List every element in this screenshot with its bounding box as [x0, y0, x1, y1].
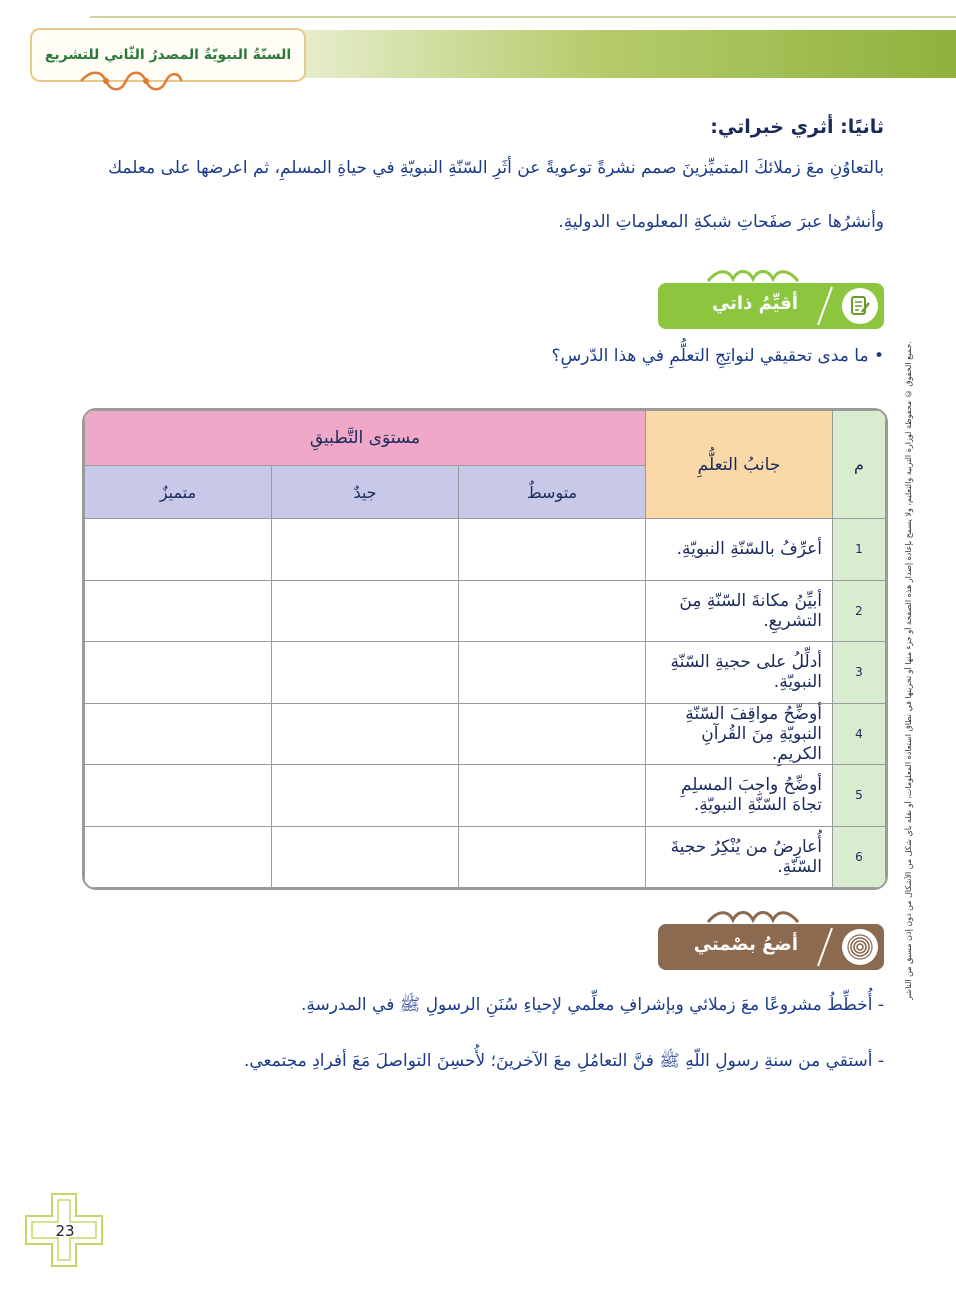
cell-average[interactable]	[459, 519, 646, 581]
unit-title: السنّةُ النبويّةُ المصدرُ الثّاني للتشريع	[44, 47, 292, 63]
cell-average[interactable]	[459, 826, 646, 888]
cell-excellent[interactable]	[85, 642, 272, 704]
cell-excellent[interactable]	[85, 765, 272, 827]
row-number: 4	[833, 703, 886, 765]
activity-text-line2: وأنشرُها عبرَ صفَحاتِ شبكةِ المعلوماتِ الدوليةِ.	[558, 212, 884, 232]
section-title: ثانيًا: أثري خبراتي:	[710, 116, 884, 138]
activity-text-line1: بالتعاوُنِ معَ زملائكَ المتميِّزينَ صمم نشرةً توعويةً عن أثَرِ السّنّةِ النبويّةِ في حياةِ المسلمِ، ثم اعرضها على معلمك	[108, 158, 884, 178]
col-number-header: م	[833, 411, 886, 519]
divider-slash-icon	[810, 924, 840, 970]
level-average-header: متوسطٌ	[459, 466, 646, 519]
row-number: 3	[833, 642, 886, 704]
copyright-note: جميع الحقوق © محفوظة لوزارة التربية والتعليم، ولا يسمح بإعادة إصدار هذه الصفحة أو جزء منها أو تخزينها في نطاق استعادة المعلومات، أو نقله بأي شكل من الأشكال من دون إذن مسبق من الناشر.	[904, 341, 913, 1000]
col-aspect-header: جانبُ التعلُّمِ	[646, 411, 833, 519]
cell-average[interactable]	[459, 765, 646, 827]
cell-good[interactable]	[272, 519, 459, 581]
checklist-icon	[842, 288, 878, 324]
row-aspect: أعرِّفُ بالسّنّةِ النبويّةِ.	[646, 519, 833, 581]
fingerprint-label: أضعُ بصْمتي	[693, 934, 798, 955]
col-level-header: مستوَى التَّطبيقِ	[85, 411, 646, 466]
assessment-table	[82, 408, 888, 890]
row-number: 5	[833, 765, 886, 827]
header-band	[290, 30, 956, 78]
assessment-question: • ما مدى تحقيقي لنواتِجِ التعلُّمِ في هذا الدّرسِ؟	[551, 346, 884, 366]
row-aspect: أدلِّلُ على حجيةِ السّنّةِ النبويّةِ.	[646, 642, 833, 704]
row-number: 6	[833, 826, 886, 888]
cell-average[interactable]	[459, 642, 646, 704]
ornament-icon	[698, 267, 808, 285]
header-rule	[90, 16, 956, 18]
row-number: 1	[833, 519, 886, 581]
row-number: 2	[833, 580, 886, 642]
page-number: 23	[55, 1222, 75, 1240]
ornament-icon	[76, 70, 186, 92]
cell-good[interactable]	[272, 826, 459, 888]
cell-average[interactable]	[459, 580, 646, 642]
table-row	[85, 765, 886, 827]
self-assessment-label: أقيِّمُ ذاتي	[711, 293, 798, 314]
fingerprint-icon	[842, 929, 878, 965]
cell-excellent[interactable]	[85, 703, 272, 765]
table-row	[85, 826, 886, 888]
fingerprint-item-1: - أُخطِّطُ مشروعًا معَ زملائي وبإشرافِ معلِّمي لإحياءِ سُنَنِ الرسولِ ﷺ في المدرسةِ.	[301, 995, 884, 1015]
cell-excellent[interactable]	[85, 519, 272, 581]
table-row	[85, 642, 886, 704]
cell-good[interactable]	[272, 642, 459, 704]
table-row	[85, 703, 886, 765]
cell-excellent[interactable]	[85, 826, 272, 888]
row-aspect: أوضِّحُ واجِبَ المسلِمِ تجاهَ السّنّةِ النبويّةِ.	[646, 765, 833, 827]
cell-average[interactable]	[459, 703, 646, 765]
cell-good[interactable]	[272, 703, 459, 765]
row-aspect: أُعارِضُ من يُنْكِرُ حجيةَ السّنّةِ.	[646, 826, 833, 888]
table-row	[85, 580, 886, 642]
table-row	[85, 519, 886, 581]
ornament-icon	[698, 908, 808, 926]
row-aspect: أوضِّحُ مواقِفَ السّنّةِ النبويّةِ مِنَ القُرآنِ الكريمِ.	[646, 703, 833, 765]
divider-slash-icon	[810, 283, 840, 329]
cell-excellent[interactable]	[85, 580, 272, 642]
level-good-header: جيدٌ	[272, 466, 459, 519]
fingerprint-badge	[658, 924, 884, 970]
fingerprint-item-2: - أستقي من سنةِ رسولِ اللّهِ ﷺ فنَّ التعامُلِ معَ الآخرينَ؛ لأُحسِنَ التواصلَ مَعَ أفرادِ مجتمعي.	[243, 1051, 884, 1071]
row-aspect: أبيِّنُ مكانةَ السّنّةِ مِنَ التشريعِ.	[646, 580, 833, 642]
cell-good[interactable]	[272, 765, 459, 827]
cell-good[interactable]	[272, 580, 459, 642]
self-assessment-badge	[658, 283, 884, 329]
level-excellent-header: متميزٌ	[85, 466, 272, 519]
